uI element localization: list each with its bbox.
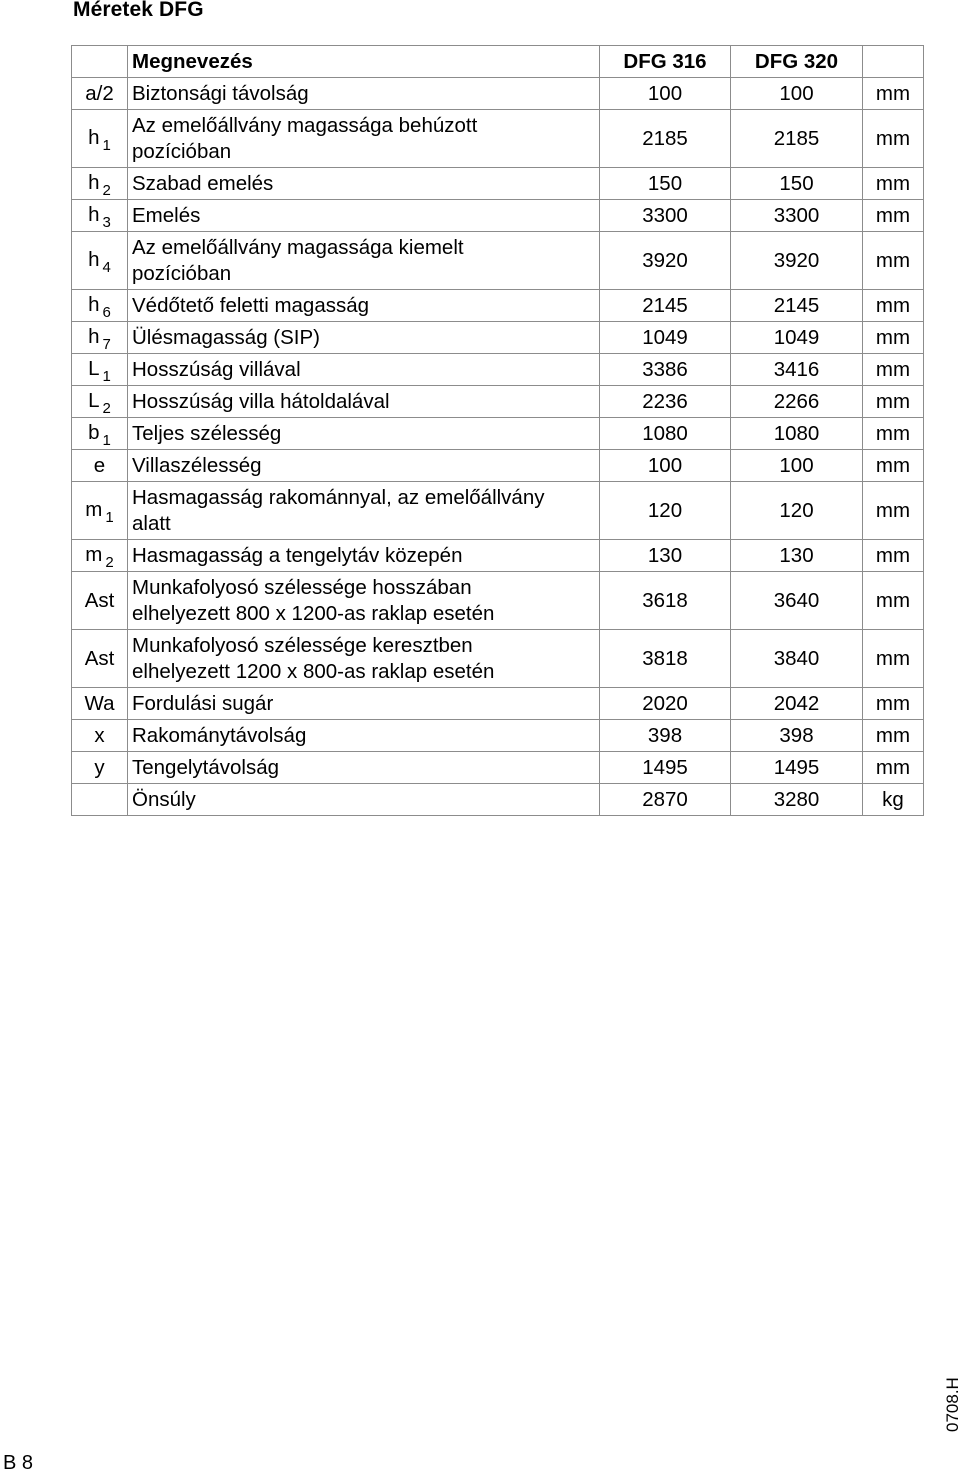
row-value-dfg320: 3300 [731,200,863,232]
row-value-dfg320: 3640 [731,572,863,630]
row-name-line: Önsúly [132,787,196,811]
symbol-letter: h [88,324,100,348]
row-name [128,110,600,168]
row-unit: mm [863,418,924,450]
row-value-dfg320: 2266 [731,386,863,418]
table-row [72,232,924,290]
row-value-dfg320: 2042 [731,688,863,720]
row-value-dfg316: 1495 [600,752,731,784]
table-row [72,110,924,168]
row-name [128,482,600,540]
row-name [128,168,600,200]
row-symbol [72,290,128,322]
row-value-dfg320: 1080 [731,418,863,450]
symbol-letter: y [94,755,105,779]
row-value-dfg316: 100 [600,450,731,482]
row-value-dfg316: 2185 [600,110,731,168]
row-name-line: Hosszúság villa hátoldalával [132,389,390,413]
row-unit: mm [863,482,924,540]
row-value-dfg316: 3920 [600,232,731,290]
row-symbol [72,386,128,418]
row-value-dfg320: 100 [731,450,863,482]
row-name [128,688,600,720]
row-value-dfg316: 1049 [600,322,731,354]
row-value-dfg316: 3618 [600,572,731,630]
row-symbol [72,482,128,540]
row-value-dfg320: 3280 [731,784,863,816]
row-unit: mm [863,232,924,290]
row-value-dfg316: 2236 [600,386,731,418]
row-name [128,450,600,482]
symbol-subscript: 3 [102,213,111,231]
row-symbol [72,78,128,110]
row-name [128,232,600,290]
row-name-line: Rakománytávolság [132,723,307,747]
row-unit: mm [863,200,924,232]
symbol-subscript: 1 [102,136,111,154]
row-value-dfg320: 130 [731,540,863,572]
symbol-letter: b [88,420,100,444]
row-name-line: Hasmagasság a tengelytáv közepén [132,543,463,567]
row-symbol [72,572,128,630]
row-value-dfg316: 3386 [600,354,731,386]
row-name [128,418,600,450]
row-value-dfg320: 3920 [731,232,863,290]
header-name: Megnevezés [128,46,600,78]
symbol-letter: m [85,497,103,521]
symbol-letter: Wa [84,691,115,715]
row-name-line: Emelés [132,203,201,227]
row-symbol [72,200,128,232]
table-row [72,482,924,540]
row-value-dfg320: 3840 [731,630,863,688]
table-body [72,78,924,816]
row-symbol [72,322,128,354]
row-name [128,752,600,784]
symbol-subscript: 2 [102,181,111,199]
row-name [128,200,600,232]
row-name [128,784,600,816]
header-dfg320: DFG 320 [731,46,863,78]
table-row [72,168,924,200]
header-unit [863,46,924,78]
row-symbol [72,688,128,720]
row-symbol [72,418,128,450]
row-name-line: elhelyezett 1200 x 800-as raklap esetén [132,659,495,683]
symbol-letter: x [94,723,105,747]
table-header-row [72,46,924,78]
row-value-dfg320: 150 [731,168,863,200]
row-value-dfg320: 120 [731,482,863,540]
symbol-subscript: 1 [102,431,111,449]
row-value-dfg320: 1049 [731,322,863,354]
row-name-line: Biztonsági távolság [132,81,309,105]
row-symbol [72,354,128,386]
symbol-letter: Ast [84,588,115,612]
row-name-line: pozícióban [132,139,232,163]
row-unit: mm [863,322,924,354]
dimensions-table [71,45,924,816]
row-value-dfg316: 398 [600,720,731,752]
symbol-letter: h [88,170,100,194]
row-name-line: Hosszúság villával [132,357,301,381]
row-value-dfg316: 3300 [600,200,731,232]
symbol-subscript: 1 [105,508,114,526]
table-row [72,720,924,752]
row-unit: mm [863,752,924,784]
row-name [128,290,600,322]
row-value-dfg316: 100 [600,78,731,110]
table-row [72,630,924,688]
row-name [128,572,600,630]
row-name-line: Az emelőállvány magassága behúzott [132,113,478,137]
row-name-line: pozícióban [132,261,232,285]
row-value-dfg316: 2020 [600,688,731,720]
symbol-letter: h [88,125,100,149]
symbol-letter: a/2 [85,81,114,105]
row-symbol [72,630,128,688]
row-name [128,540,600,572]
row-unit: mm [863,78,924,110]
row-unit: mm [863,720,924,752]
symbol-letter: Ast [84,646,115,670]
table-row [72,78,924,110]
row-unit: mm [863,386,924,418]
row-name-line: alatt [132,511,171,535]
row-name [128,720,600,752]
symbol-letter: h [88,247,100,271]
header-dfg316: DFG 316 [600,46,731,78]
row-symbol [72,168,128,200]
symbol-letter: h [88,292,100,316]
row-symbol [72,752,128,784]
row-name [128,354,600,386]
row-unit: mm [863,688,924,720]
table-row [72,784,924,816]
row-name-line: Munkafolyosó szélessége hosszában [132,575,472,599]
row-symbol [72,540,128,572]
row-name-line: Védőtető feletti magasság [132,293,370,317]
row-name-line: Szabad emelés [132,171,274,195]
row-unit: mm [863,290,924,322]
table-row [72,200,924,232]
row-name [128,78,600,110]
row-name [128,386,600,418]
row-name [128,322,600,354]
row-name-line: Fordulási sugár [132,691,274,715]
row-unit: mm [863,450,924,482]
row-unit: mm [863,354,924,386]
row-value-dfg320: 2185 [731,110,863,168]
row-value-dfg316: 3818 [600,630,731,688]
row-symbol [72,720,128,752]
row-unit: mm [863,630,924,688]
row-name-line: elhelyezett 800 x 1200-as raklap esetén [132,601,495,625]
row-name-line: Hasmagasság rakománnyal, az emelőállvány [132,485,545,509]
row-name-line: Teljes szélesség [132,421,282,445]
table-row [72,540,924,572]
symbol-subscript: 2 [105,553,114,571]
row-value-dfg320: 1495 [731,752,863,784]
symbol-subscript: 4 [102,258,111,276]
page-title: Méretek DFG [73,0,204,21]
symbol-subscript: 1 [102,367,111,385]
table-row [72,418,924,450]
row-unit: mm [863,168,924,200]
symbol-letter: L [88,356,100,380]
table-row [72,290,924,322]
row-unit: mm [863,110,924,168]
symbol-letter: e [93,453,106,477]
row-name-line: Ülésmagasság (SIP) [132,325,320,349]
row-value-dfg316: 150 [600,168,731,200]
row-value-dfg316: 2870 [600,784,731,816]
row-symbol [72,784,128,816]
symbol-subscript: 2 [102,399,111,417]
row-value-dfg320: 2145 [731,290,863,322]
row-unit: kg [863,784,924,816]
row-name-line: Munkafolyosó szélessége keresztben [132,633,473,657]
row-symbol [72,110,128,168]
symbol-letter: L [88,388,100,412]
table-row [72,386,924,418]
row-value-dfg320: 398 [731,720,863,752]
row-value-dfg320: 100 [731,78,863,110]
row-name-line: Villaszélesség [132,453,262,477]
row-value-dfg320: 3416 [731,354,863,386]
row-symbol [72,232,128,290]
table-row [72,572,924,630]
row-value-dfg316: 130 [600,540,731,572]
symbol-letter: m [85,542,103,566]
row-value-dfg316: 1080 [600,418,731,450]
table-row [72,752,924,784]
table-row [72,322,924,354]
row-name-line: Tengelytávolság [132,755,280,779]
row-name-line: Az emelőállvány magassága kiemelt [132,235,464,259]
row-value-dfg316: 120 [600,482,731,540]
symbol-subscript: 7 [102,335,111,353]
page-section-number: B 8 [3,1452,34,1474]
table-row [72,688,924,720]
row-unit: mm [863,572,924,630]
symbol-subscript: 6 [102,303,111,321]
symbol-letter: h [88,202,100,226]
row-value-dfg316: 2145 [600,290,731,322]
row-name [128,630,600,688]
row-symbol [72,450,128,482]
document-code: 0708.H [943,1377,962,1432]
table-row [72,450,924,482]
header-symbol [72,46,128,78]
table-row [72,354,924,386]
row-unit: mm [863,540,924,572]
